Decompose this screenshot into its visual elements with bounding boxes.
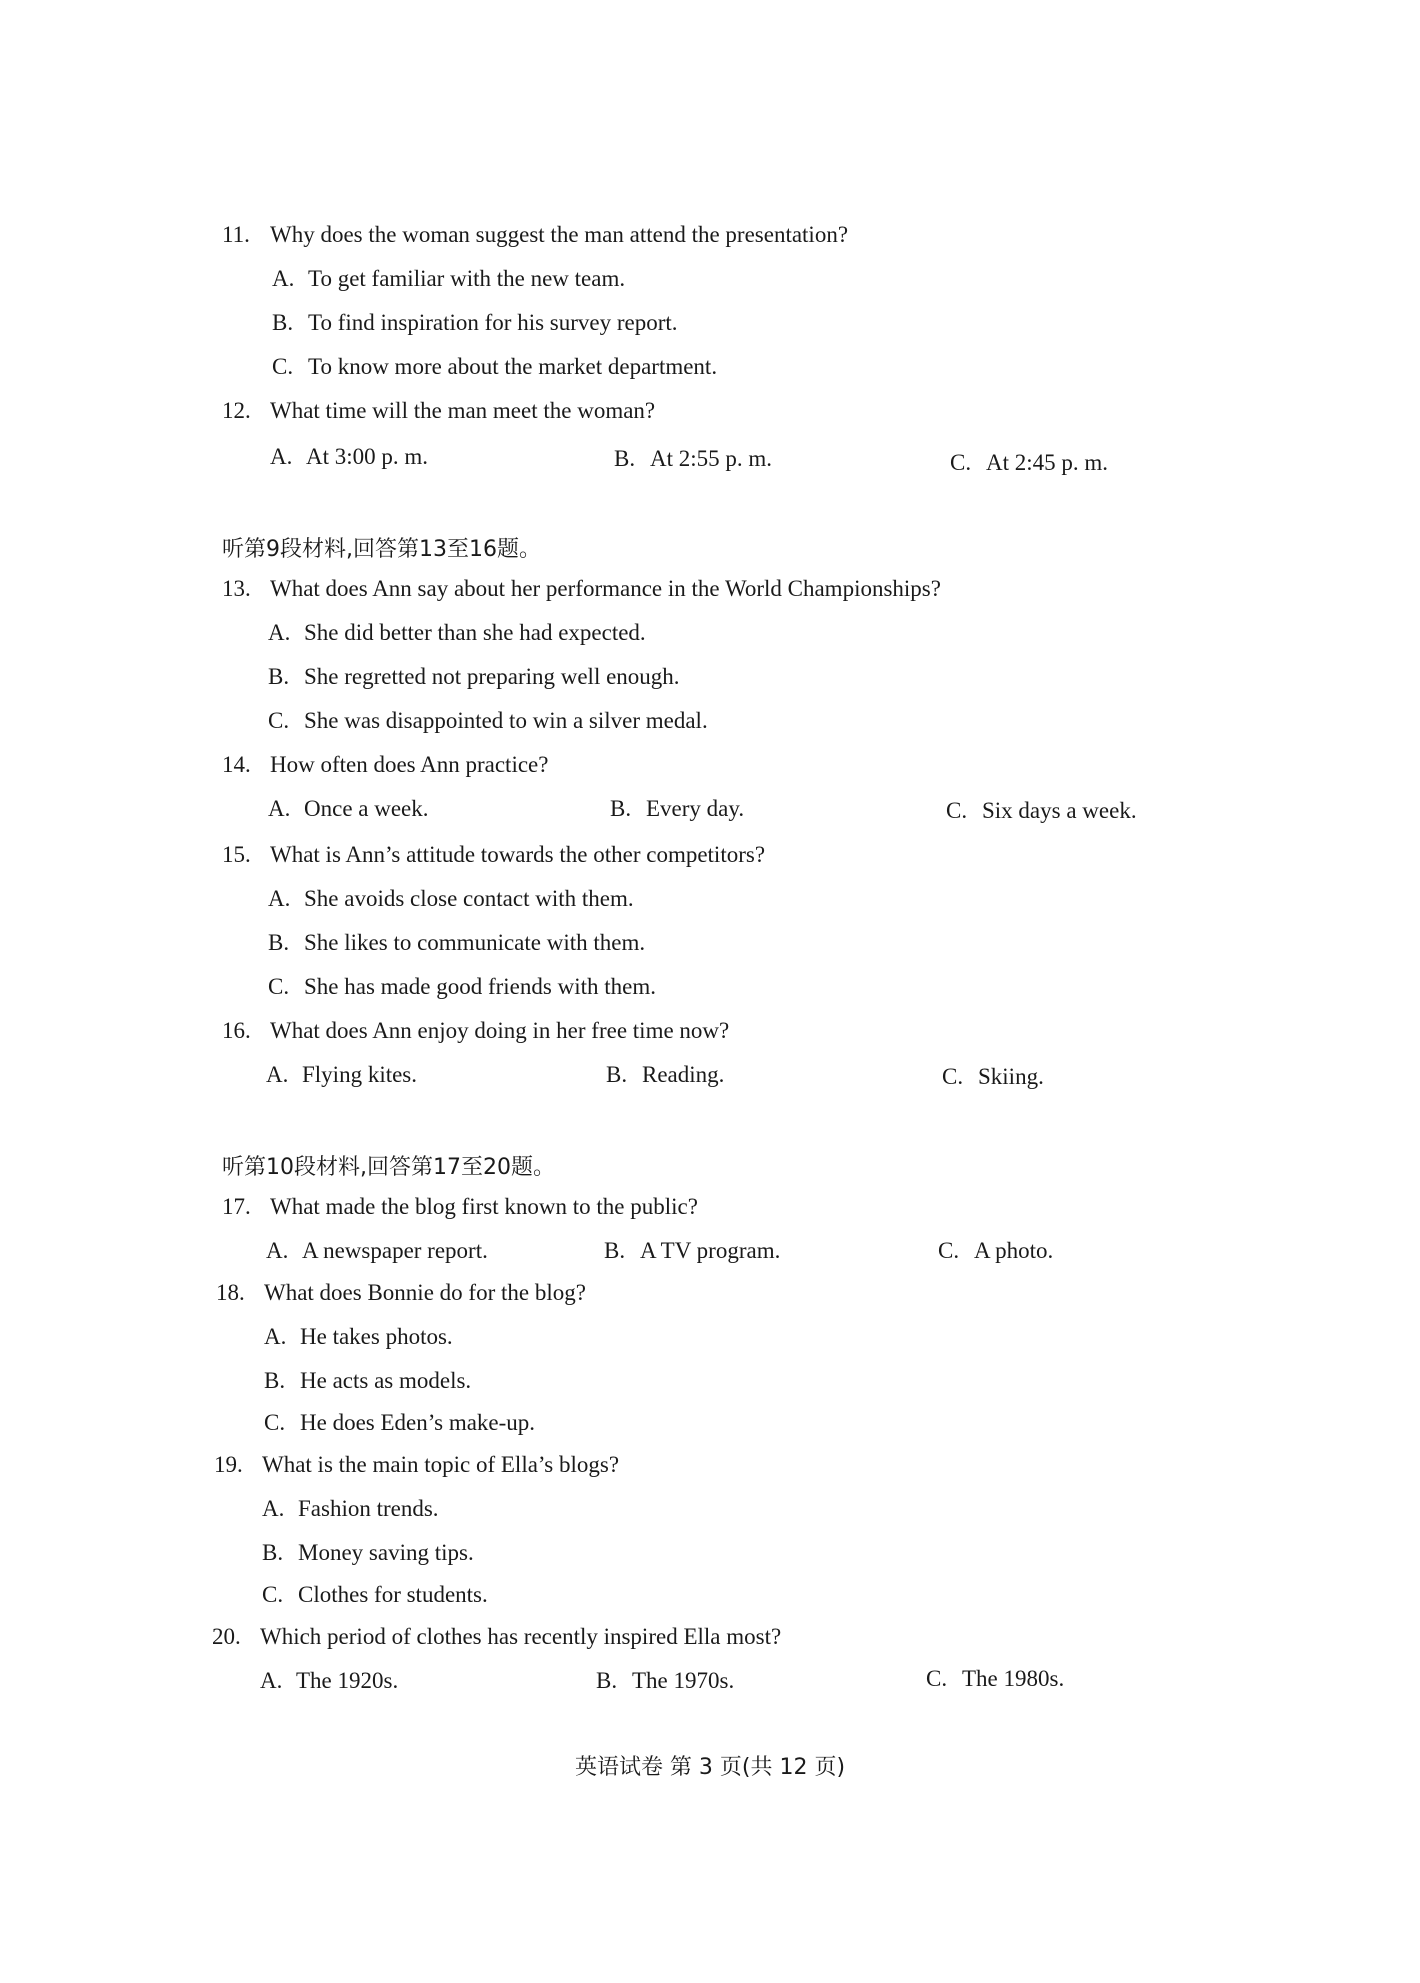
option-letter: B.	[606, 1062, 628, 1087]
option-letter: A.	[268, 886, 291, 911]
option-letter: A.	[262, 1496, 285, 1521]
option-12-c	[950, 450, 1108, 476]
option-text: Clothes for students.	[298, 1582, 488, 1607]
question-number: 15.	[222, 842, 251, 867]
option-letter: C.	[264, 1410, 286, 1435]
option-19-b	[262, 1540, 474, 1566]
option-text: A newspaper report.	[302, 1238, 488, 1263]
option-16-b	[606, 1062, 724, 1088]
question-12	[222, 398, 655, 424]
section-heading: 听第10段材料,回答第17至20题。	[222, 1155, 555, 1180]
option-letter: B.	[596, 1668, 618, 1693]
question-number: 12.	[222, 398, 251, 423]
option-letter: C.	[268, 974, 290, 999]
question-text: What time will the man meet the woman?	[270, 398, 656, 423]
option-text: He does Eden’s make-up.	[300, 1410, 536, 1435]
option-text: She has made good friends with them.	[304, 974, 656, 999]
option-17-b	[604, 1238, 780, 1264]
option-letter: B.	[604, 1238, 626, 1263]
question-13	[222, 576, 941, 602]
option-letter: B.	[268, 664, 290, 689]
option-text: The 1920s.	[296, 1668, 399, 1693]
option-16-c	[942, 1064, 1044, 1090]
option-13-b	[268, 664, 680, 690]
option-text: Fashion trends.	[298, 1496, 439, 1521]
option-letter: C.	[938, 1238, 960, 1263]
option-text: She avoids close contact with them.	[304, 886, 634, 911]
question-18	[216, 1280, 586, 1306]
question-text: What does Ann enjoy doing in her free time now?	[270, 1018, 730, 1043]
option-18-c	[264, 1410, 535, 1436]
option-15-a	[268, 886, 634, 912]
question-number: 18.	[216, 1280, 245, 1305]
option-text: At 3:00 p. m.	[306, 444, 429, 469]
option-14-a	[268, 796, 429, 822]
option-text: A photo.	[974, 1238, 1054, 1263]
option-text: At 2:45 p. m.	[986, 450, 1109, 475]
option-text: She was disappointed to win a silver medal.	[304, 708, 708, 733]
question-11	[222, 222, 848, 248]
question-text: What does Ann say about her performance in the World Championships?	[270, 576, 941, 601]
question-number: 20.	[212, 1624, 241, 1649]
option-19-c	[262, 1582, 488, 1608]
option-letter: A.	[264, 1324, 287, 1349]
option-letter: B.	[268, 930, 290, 955]
question-16	[222, 1018, 729, 1044]
question-text: What is Ann’s attitude towards the other competitors?	[270, 842, 766, 867]
question-text: Why does the woman suggest the man attend the presentation?	[270, 222, 849, 247]
question-number: 17.	[222, 1194, 251, 1219]
option-letter: C.	[268, 708, 290, 733]
option-letter: B.	[614, 446, 636, 471]
option-12-a	[270, 444, 428, 470]
option-17-a	[266, 1238, 488, 1264]
question-15	[222, 842, 765, 868]
option-text: Money saving tips.	[298, 1540, 474, 1565]
option-letter: A.	[266, 1238, 289, 1263]
question-text: How often does Ann practice?	[270, 752, 549, 777]
option-text: Flying kites.	[302, 1062, 418, 1087]
option-letter: B.	[262, 1540, 284, 1565]
option-text: To know more about the market department.	[308, 354, 718, 379]
option-letter: C.	[950, 450, 972, 475]
option-text: A TV program.	[640, 1238, 781, 1263]
question-number: 19.	[214, 1452, 243, 1477]
question-number: 16.	[222, 1018, 251, 1043]
option-text: To get familiar with the new team.	[308, 266, 626, 291]
option-letter: A.	[268, 620, 291, 645]
option-11-a	[272, 266, 625, 292]
option-letter: B.	[272, 310, 294, 335]
option-12-b	[614, 446, 772, 472]
question-number: 13.	[222, 576, 251, 601]
option-letter: C.	[926, 1666, 948, 1691]
option-text: Reading.	[642, 1062, 725, 1087]
option-20-b	[596, 1668, 734, 1694]
option-17-c	[938, 1238, 1053, 1264]
option-13-a	[268, 620, 646, 646]
question-19	[214, 1452, 619, 1478]
question-text: What is the main topic of Ella’s blogs?	[262, 1452, 620, 1477]
option-letter: A.	[266, 1062, 289, 1087]
option-letter: A.	[260, 1668, 283, 1693]
option-11-c	[272, 354, 717, 380]
option-text: Every day.	[646, 796, 745, 821]
option-text: Six days a week.	[982, 798, 1137, 823]
option-14-c	[946, 798, 1137, 824]
option-text: Skiing.	[978, 1064, 1044, 1089]
option-text: She did better than she had expected.	[304, 620, 646, 645]
option-text: The 1970s.	[632, 1668, 735, 1693]
option-18-a	[264, 1324, 453, 1350]
option-letter: B.	[264, 1368, 286, 1393]
option-16-a	[266, 1062, 417, 1088]
option-letter: C.	[262, 1582, 284, 1607]
option-text: He takes photos.	[300, 1324, 453, 1349]
option-19-a	[262, 1496, 439, 1522]
option-text: Once a week.	[304, 796, 429, 821]
question-number: 14.	[222, 752, 251, 777]
option-20-c	[926, 1666, 1064, 1692]
option-letter: B.	[610, 796, 632, 821]
option-15-c	[268, 974, 656, 1000]
question-17	[222, 1194, 698, 1220]
option-letter: C.	[272, 354, 294, 379]
option-18-b	[264, 1368, 471, 1394]
option-text: The 1980s.	[962, 1666, 1065, 1691]
page-footer: 英语试卷 第 3 页(共 12 页)	[574, 1755, 846, 1780]
option-letter: C.	[942, 1064, 964, 1089]
question-text: What does Bonnie do for the blog?	[264, 1280, 586, 1305]
question-text: Which period of clothes has recently inspired Ella most?	[260, 1624, 782, 1649]
option-20-a	[260, 1668, 398, 1694]
option-letter: A.	[270, 444, 293, 469]
option-14-b	[610, 796, 744, 822]
option-letter: C.	[946, 798, 968, 823]
option-text: At 2:55 p. m.	[650, 446, 773, 471]
option-13-c	[268, 708, 708, 734]
option-text: She likes to communicate with them.	[304, 930, 646, 955]
option-text: He acts as models.	[300, 1368, 472, 1393]
option-text: She regretted not preparing well enough.	[304, 664, 680, 689]
option-11-b	[272, 310, 678, 336]
question-number: 11.	[222, 222, 250, 247]
option-letter: A.	[272, 266, 295, 291]
section-heading: 听第9段材料,回答第13至16题。	[222, 537, 541, 562]
question-14	[222, 752, 548, 778]
question-20	[212, 1624, 781, 1650]
option-15-b	[268, 930, 645, 956]
option-letter: A.	[268, 796, 291, 821]
question-text: What made the blog first known to the public?	[270, 1194, 698, 1219]
option-text: To find inspiration for his survey report.	[308, 310, 678, 335]
